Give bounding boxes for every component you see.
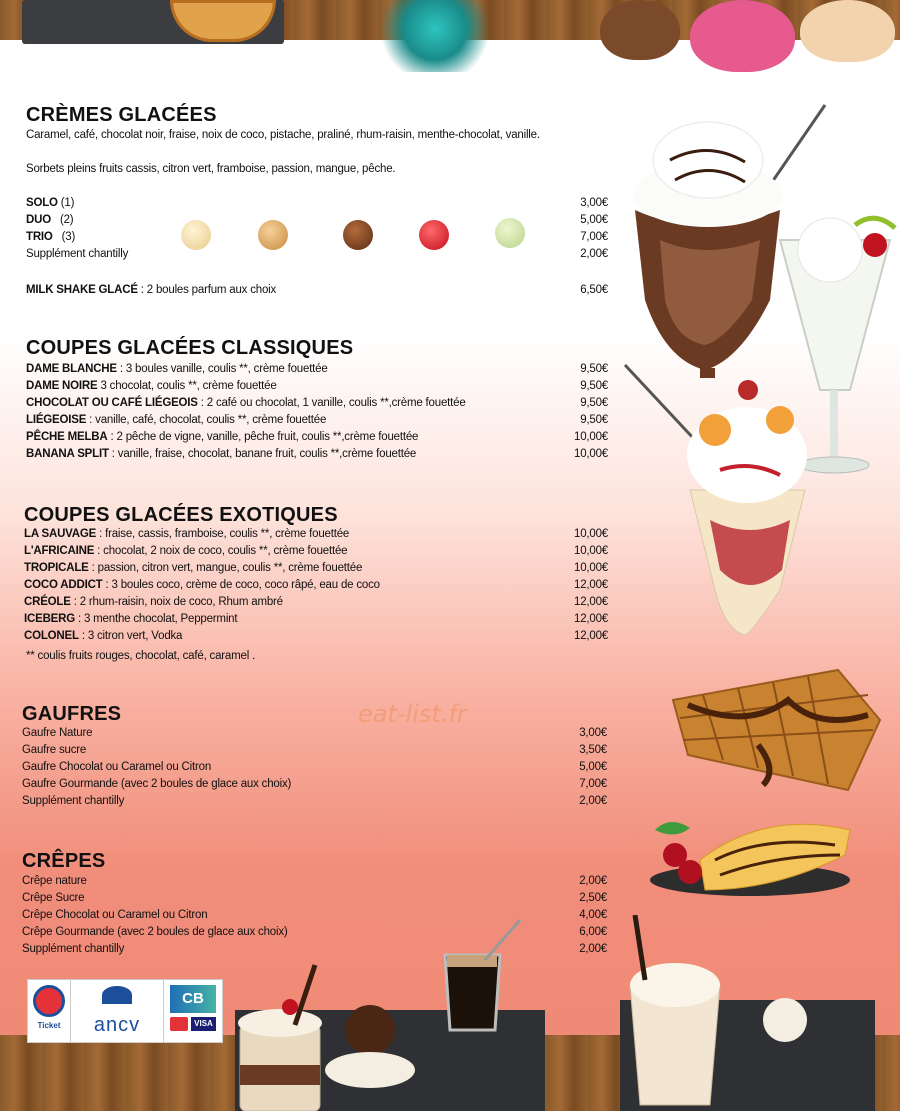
menu-item-description: : chocolat, 2 noix de coco, coulis **, crème fouettée (94, 545, 348, 557)
decorative-mask (370, 0, 500, 72)
menu-item (24, 628, 182, 645)
menu-item (26, 361, 328, 378)
menu-item-description: : 3 boules coco, crème de coco, coco râpé, eau de coco (102, 579, 380, 591)
verrine-image (238, 965, 322, 1111)
menu-item-price: 6,00€ (579, 926, 607, 938)
sundae-illustrations (620, 100, 900, 660)
menu-item (24, 526, 349, 543)
menu-item-name: DAME BLANCHE (26, 363, 117, 375)
section-title-coupes-classiques: COUPES GLACÉES CLASSIQUES (26, 337, 354, 359)
menu-item (24, 560, 362, 577)
menu-item-price: 9,50€ (580, 414, 608, 426)
menu-item-price: 9,50€ (580, 397, 608, 409)
menu-item-price: 12,00€ (574, 613, 608, 625)
menu-item (26, 378, 277, 395)
menu-item-price: 5,00€ (579, 761, 607, 773)
pistachio-scoop-image (495, 218, 525, 248)
praline-scoop-image (258, 220, 288, 250)
menu-item-price: 10,00€ (574, 448, 608, 460)
sorbets-list: Sorbets pleins fruits cassis, citron vert, framboise, passion, mangue, pêche. (26, 163, 396, 175)
menu-item (22, 776, 291, 793)
menu-item-description: Crêpe Chocolat ou Caramel ou Citron (22, 909, 208, 921)
menu-item-description: : 3 menthe chocolat, Peppermint (75, 613, 238, 625)
menu-item-name: LIÉGEOISE (26, 414, 87, 426)
menu-item-description: Supplément chantilly (22, 943, 125, 955)
menu-item-price: 10,00€ (574, 562, 608, 574)
menu-item-description: Gaufre Gourmande (avec 2 boules de glace aux choix) (22, 778, 292, 790)
menu-item-chantilly: Supplément chantilly (26, 248, 129, 260)
menu-item (26, 412, 326, 429)
ticket-label: Ticket (37, 1021, 61, 1030)
coffee-coupe-image (630, 915, 807, 1105)
top-decoration-band (0, 0, 900, 85)
strawberry-scoop (690, 0, 795, 72)
menu-item-name: BANANA SPLIT (26, 448, 109, 460)
menu-item (22, 742, 86, 759)
menu-item (22, 941, 124, 958)
menu-item (22, 793, 124, 810)
menu-item (26, 429, 418, 446)
menu-item-price: 12,00€ (574, 579, 608, 591)
ancv-logo (70, 979, 164, 1043)
menu-item-description: : passion, citron vert, mangue, coulis **, crème fouettée (88, 562, 363, 574)
visa-label: VISA (191, 1017, 216, 1031)
menu-item-price: 4,00€ (579, 909, 607, 921)
mastercard-icon (170, 1017, 188, 1031)
menu-item-price: 3,50€ (579, 744, 607, 756)
menu-item-name: COLONEL (24, 630, 79, 642)
menu-item (22, 759, 211, 776)
menu-item-price: 12,00€ (574, 596, 608, 608)
menu-item-name: CHOCOLAT OU CAFÉ LIÉGEOIS (26, 397, 198, 409)
menu-item-name: CRÉOLE (24, 596, 71, 608)
peach-melba-sundae-image (625, 365, 807, 635)
section-title-cremes-glacees: CRÈMES GLACÉES (26, 104, 217, 126)
bottom-desserts-illustration (235, 915, 875, 1111)
menu-item-description: : vanille, café, chocolat, coulis **, crème fouettée (86, 414, 327, 426)
chocolate-scoop-image (343, 220, 373, 250)
menu-item-name: PÊCHE MELBA (26, 431, 108, 443)
menu-item-duo: DUO (2) (26, 214, 74, 226)
vanilla-scoop-image (181, 220, 211, 250)
ancv-label: ancv (93, 1014, 141, 1036)
cb-label: CB (170, 985, 216, 1013)
menu-item-description: Gaufre Nature (22, 727, 93, 739)
menu-item-name: TROPICALE (24, 562, 89, 574)
section-title-coupes-exotiques: COUPES GLACÉES EXOTIQUES (24, 504, 338, 526)
menu-item (24, 611, 237, 628)
menu-item-price: 2,00€ (579, 875, 607, 887)
menu-item (22, 907, 207, 924)
menu-item-price: 12,00€ (574, 630, 608, 642)
watermark: eat-list.fr (358, 700, 467, 728)
menu-item-description: : fraise, cassis, framboise, coulis **, crème fouettée (96, 528, 350, 540)
menu-item-description: Crêpe Sucre (22, 892, 85, 904)
menu-item-description: : 2 café ou chocolat, 1 vanille, coulis **,crème fouettée (197, 397, 466, 409)
chocolate-scoop-plate (345, 1005, 395, 1055)
menu-item-description: Crêpe Gourmande (avec 2 boules de glace aux choix) (22, 926, 288, 938)
menu-item (24, 543, 347, 560)
menu-item-trio: TRIO (3) (26, 231, 76, 243)
menu-item-milkshake: MILK SHAKE GLACÉ : 2 boules parfum aux choix (26, 284, 277, 296)
chocolate-scoop (600, 0, 680, 60)
menu-item (22, 890, 84, 907)
price-solo: 3,00€ (580, 197, 608, 209)
crepe-image (645, 800, 860, 905)
waffle-image (668, 660, 883, 800)
price-trio: 7,00€ (580, 231, 608, 243)
menu-item-name: L'AFRICAINE (24, 545, 95, 557)
menu-item-price: 7,00€ (579, 778, 607, 790)
menu-item-description: Supplément chantilly (22, 795, 125, 807)
ancv-bird-icon (102, 986, 132, 1004)
menu-item-name: COCO ADDICT (24, 579, 103, 591)
menu-item-description: Gaufre sucre (22, 744, 87, 756)
menu-item-description: Crêpe nature (22, 875, 87, 887)
section-title-gaufres: GAUFRES (22, 703, 122, 725)
menu-item (22, 873, 87, 890)
menu-item (24, 577, 380, 594)
menu-item-description: : 3 citron vert, Vodka (78, 630, 183, 642)
menu-item (24, 594, 283, 611)
ticket-circle-icon (33, 985, 65, 1017)
price-duo: 5,00€ (580, 214, 608, 226)
menu-item-description: : 2 rhum-raisin, noix de coco, Rhum ambré (70, 596, 283, 608)
menu-item-name: LA SAUVAGE (24, 528, 97, 540)
section-title-crepes: CRÊPES (22, 850, 106, 872)
menu-item-name: ICEBERG (24, 613, 75, 625)
menu-item-price: 10,00€ (574, 528, 608, 540)
menu-item-description: : 3 boules vanille, coulis **, crème fouettée (116, 363, 328, 375)
menu-item-price: 3,00€ (579, 727, 607, 739)
coulis-footnote: ** coulis fruits rouges, chocolat, café, caramel . (26, 650, 256, 662)
menu-item (26, 395, 466, 412)
menu-item-description: : vanille, fraise, chocolat, banane fruit, coulis **,crème fouettée (108, 448, 417, 460)
menu-item-solo: SOLO (1) (26, 197, 75, 209)
menu-item-description: : 2 pêche de vigne, vanille, pêche fruit, coulis **,crème fouettée (107, 431, 419, 443)
menu-item-price: 9,50€ (580, 363, 608, 375)
menu-item-price: 2,00€ (579, 943, 607, 955)
strawberry-scoop-image (419, 220, 449, 250)
menu-item-description: Gaufre Chocolat ou Caramel ou Citron (22, 761, 212, 773)
price-milkshake: 6,50€ (580, 284, 608, 296)
menu-item-price: 10,00€ (574, 431, 608, 443)
menu-item-price: 2,50€ (579, 892, 607, 904)
ticket-restaurant-logo (27, 979, 71, 1043)
menu-item-price: 2,00€ (579, 795, 607, 807)
menu-item (26, 446, 416, 463)
menu-item-price: 10,00€ (574, 545, 608, 557)
menu-item-description: 3 chocolat, coulis **, crème fouettée (97, 380, 277, 392)
menu-item-name: DAME NOIRE (26, 380, 98, 392)
menu-item (22, 725, 92, 742)
vanilla-caramel-scoop (800, 0, 895, 62)
flavours-list: Caramel, café, chocolat noir, fraise, noix de coco, pistache, praliné, rhum-raisin, menthe-chocolat, vanille. (26, 129, 540, 141)
price-chantilly: 2,00€ (580, 248, 608, 260)
menu-item-price: 9,50€ (580, 380, 608, 392)
cb-visa-logo (163, 979, 223, 1043)
espresso-glass-image (445, 920, 520, 1030)
